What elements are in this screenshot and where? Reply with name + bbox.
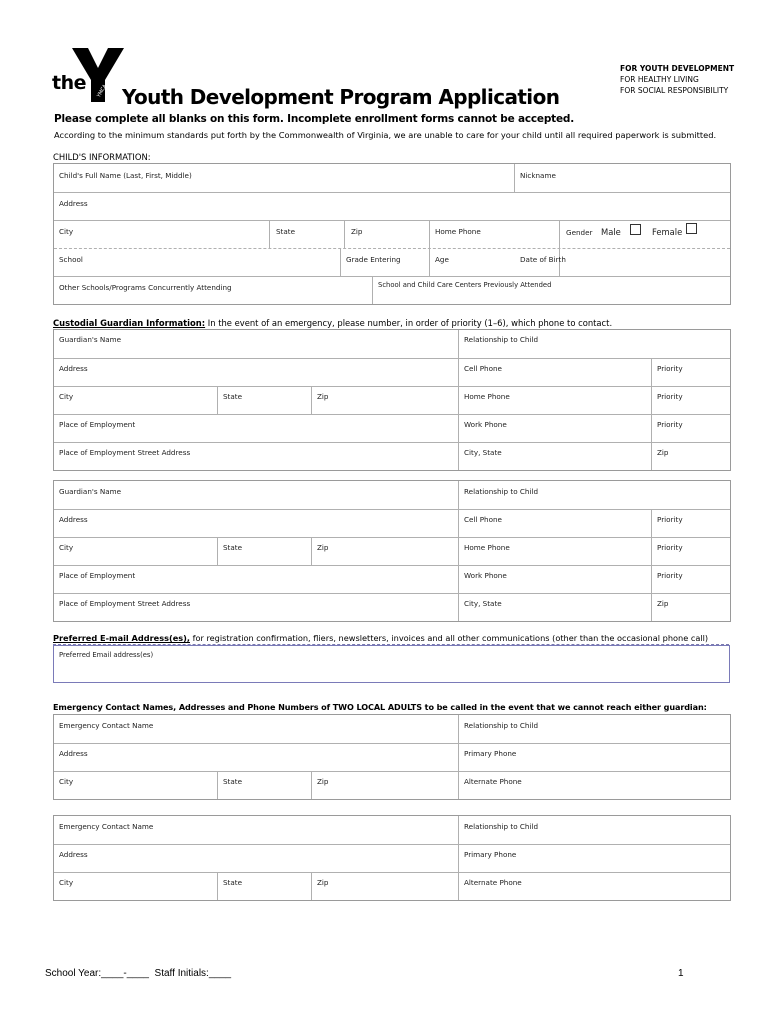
gender-male-label: Male — [601, 227, 621, 237]
guardian-2-box — [53, 480, 731, 622]
gender-female-checkbox[interactable] — [686, 223, 697, 234]
guardian-2-cell-priority-field[interactable]: Priority — [657, 515, 683, 524]
intro-warning: Please complete all blanks on this form. Incomplete enrollment forms cannot be accepted. — [54, 113, 574, 125]
guardian-1-cell-priority-field[interactable]: Priority — [657, 364, 683, 373]
guardian-2-employment-address-field[interactable]: Place of Employment Street Address — [59, 599, 191, 608]
guardian-1-city-state-field[interactable]: City, State — [464, 448, 502, 457]
guardian-2-home-priority-field[interactable]: Priority — [657, 543, 683, 552]
emergency-1-name-field[interactable]: Emergency Contact Name — [59, 721, 154, 730]
guardian-2-zip-field[interactable]: Zip — [317, 543, 329, 552]
guardian-1-city-field[interactable]: City — [59, 392, 74, 401]
guardian-2-city-field[interactable]: City — [59, 543, 74, 552]
emergency-2-state-field[interactable]: State — [223, 878, 243, 887]
child-home-phone-field[interactable]: Home Phone — [435, 227, 481, 236]
guardian-1-employment-address-field[interactable]: Place of Employment Street Address — [59, 448, 191, 457]
guardian-2-home-phone-field[interactable]: Home Phone — [464, 543, 510, 552]
guardian-2-work-priority-field[interactable]: Priority — [657, 571, 683, 580]
child-address-field[interactable]: Address — [59, 199, 88, 208]
guardian-1-box — [53, 329, 731, 471]
tagline-1: FOR YOUTH DEVELOPMENT — [620, 64, 735, 73]
guardian-1-relationship-field[interactable]: Relationship to Child — [464, 335, 539, 344]
guardian-2-employment-field[interactable]: Place of Employment — [59, 571, 136, 580]
child-other-schools-field[interactable]: Other Schools/Programs Concurrently Attending — [59, 283, 232, 292]
guardian-1-zip-field[interactable]: Zip — [317, 392, 329, 401]
emergency-2-city-field[interactable]: City — [59, 878, 74, 887]
guardian-1-state-field[interactable]: State — [223, 392, 243, 401]
emergency-2-alt-phone-field[interactable]: Alternate Phone — [464, 878, 522, 887]
guardian-1-employment-zip-field[interactable]: Zip — [657, 448, 669, 457]
guardian-1-cell-field[interactable]: Cell Phone — [464, 364, 502, 373]
page-title: Youth Development Program Application — [122, 85, 560, 109]
email-field-box[interactable] — [53, 645, 730, 683]
child-nickname-field[interactable]: Nickname — [520, 171, 556, 180]
guardian-2-relationship-field[interactable]: Relationship to Child — [464, 487, 539, 496]
email-section-heading: Preferred E-mail Address(es), for registration confirmation, fliers, newsletters, invoices and all other communications (other than the occasional phone call) — [53, 633, 709, 643]
guardian-1-address-field[interactable]: Address — [59, 364, 88, 373]
emergency-1-primary-phone-field[interactable]: Primary Phone — [464, 749, 517, 758]
child-age-field[interactable]: Age — [435, 255, 449, 264]
emergency-1-city-field[interactable]: City — [59, 777, 74, 786]
guardian-2-name-field[interactable]: Guardian's Name — [59, 487, 122, 496]
guardian-2-city-state-field[interactable]: City, State — [464, 599, 502, 608]
page-number: 1 — [678, 968, 684, 979]
gender-male-checkbox[interactable] — [630, 224, 641, 235]
footer-school-year-staff: School Year:____-____ Staff Initials:____ — [45, 968, 232, 979]
child-dob-field[interactable]: Date of Birth — [520, 255, 566, 264]
intro-standards: According to the minimum standards put forth by the Commonwealth of Virginia, we are unable to care for your child until all required paperwork is submitted. — [54, 130, 717, 140]
guardian-2-work-phone-field[interactable]: Work Phone — [464, 571, 507, 580]
guardian-2-state-field[interactable]: State — [223, 543, 243, 552]
guardian-1-employment-field[interactable]: Place of Employment — [59, 420, 136, 429]
emergency-1-address-field[interactable]: Address — [59, 749, 88, 758]
emergency-2-name-field[interactable]: Emergency Contact Name — [59, 822, 154, 831]
child-full-name-field[interactable]: Child's Full Name (Last, First, Middle) — [59, 171, 192, 180]
child-previous-centers-field[interactable]: School and Child Care Centers Previously Attended — [378, 281, 552, 289]
child-city-field[interactable]: City — [59, 227, 74, 236]
emergency-1-relationship-field[interactable]: Relationship to Child — [464, 721, 539, 730]
emergency-2-address-field[interactable]: Address — [59, 850, 88, 859]
emergency-2-relationship-field[interactable]: Relationship to Child — [464, 822, 539, 831]
guardian-2-cell-field[interactable]: Cell Phone — [464, 515, 502, 524]
logo-the-text: the — [52, 72, 86, 94]
emergency-1-zip-field[interactable]: Zip — [317, 777, 329, 786]
emergency-section-heading: Emergency Contact Names, Addresses and Phone Numbers of TWO LOCAL ADULTS to be called in the event that we cannot reach either guardian: — [53, 702, 707, 712]
child-zip-field[interactable]: Zip — [351, 227, 363, 236]
emergency-2-primary-phone-field[interactable]: Primary Phone — [464, 850, 517, 859]
preferred-email-field[interactable]: Preferred Email address(es) — [59, 651, 154, 659]
child-info-box — [53, 163, 731, 305]
ymca-logo-text: YMCA — [96, 83, 109, 99]
emergency-1-state-field[interactable]: State — [223, 777, 243, 786]
gender-female-label: Female — [652, 227, 683, 237]
emergency-1-alt-phone-field[interactable]: Alternate Phone — [464, 777, 522, 786]
emergency-2-zip-field[interactable]: Zip — [317, 878, 329, 887]
guardian-1-name-field[interactable]: Guardian's Name — [59, 335, 122, 344]
guardian-1-work-priority-field[interactable]: Priority — [657, 420, 683, 429]
tagline-3: FOR SOCIAL RESPONSIBILITY — [620, 86, 729, 95]
guardian-1-home-phone-field[interactable]: Home Phone — [464, 392, 510, 401]
guardian-2-employment-zip-field[interactable]: Zip — [657, 599, 669, 608]
guardian-1-work-phone-field[interactable]: Work Phone — [464, 420, 507, 429]
tagline-2: FOR HEALTHY LIVING — [620, 75, 699, 84]
child-grade-field[interactable]: Grade Entering — [346, 255, 401, 264]
guardian-section-heading: Custodial Guardian Information: In the event of an emergency, please number, in order of priority (1–6), which phone to contact. — [53, 318, 613, 328]
guardian-1-home-priority-field[interactable]: Priority — [657, 392, 683, 401]
child-state-field[interactable]: State — [276, 227, 296, 236]
guardian-2-address-field[interactable]: Address — [59, 515, 88, 524]
emergency-2-box — [53, 815, 731, 901]
child-section-heading: CHILD'S INFORMATION: — [53, 152, 151, 162]
child-school-field[interactable]: School — [59, 255, 83, 264]
emergency-1-box — [53, 714, 731, 800]
gender-label: Gender — [566, 228, 593, 237]
